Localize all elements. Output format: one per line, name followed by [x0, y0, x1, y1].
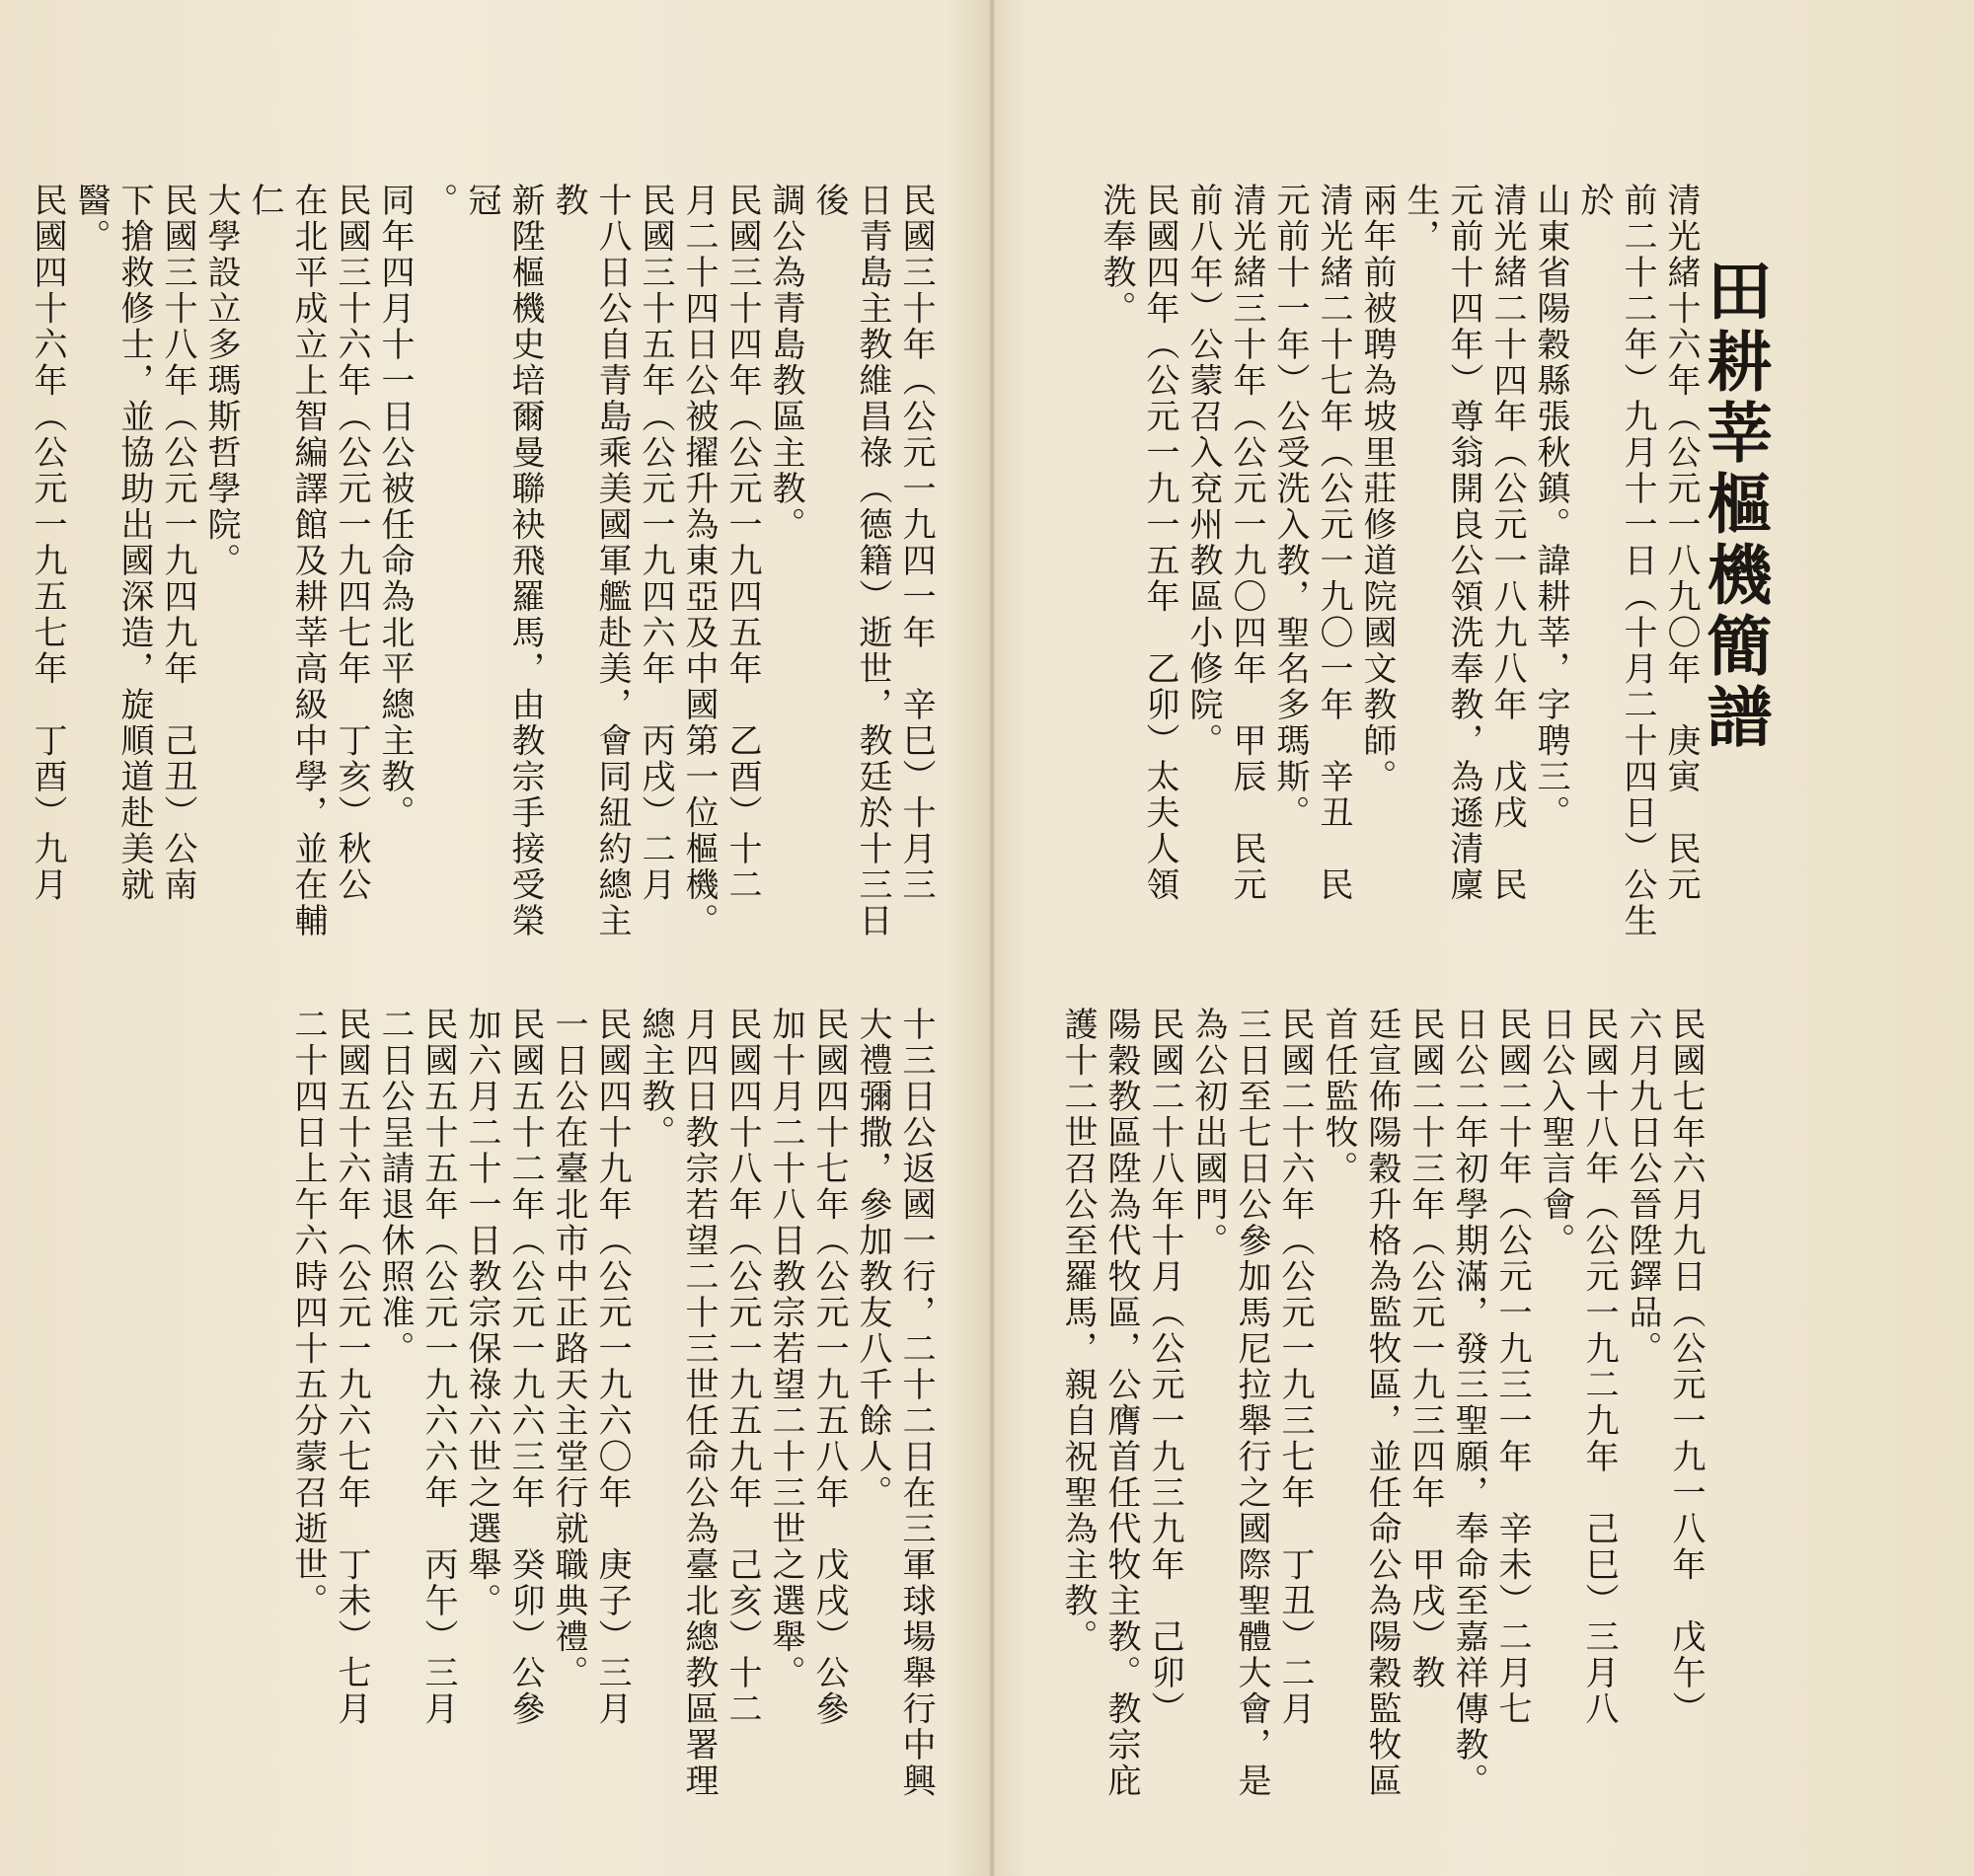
text-column: 日公二年初學期滿，發三聖願，奉命至嘉祥傳教。: [1449, 1007, 1488, 1799]
text-column: 兩年前被聘為坡里莊修道院國文教師。: [1357, 183, 1397, 795]
text-column: 加十月二十八日教宗若望二十三世之選舉。: [766, 1007, 805, 1691]
text-column: 民國三十六年（公元一九四七年 丁亥）秋公: [332, 183, 371, 903]
text-column: 日公入聖言會。: [1536, 1007, 1575, 1259]
text-column: 清光緒二十七年（公元一九〇一年 辛丑 民: [1314, 183, 1353, 903]
text-column: 洗奉教。: [1097, 183, 1136, 327]
text-column: 新陞樞機史培爾曼聯袂飛羅馬，由教宗手接受榮冠: [462, 183, 545, 939]
text-column: 大禮彌撒，參加教友八千餘人。: [853, 1007, 892, 1511]
text-column: 民國五十六年（公元一九六七年 丁未）七月: [332, 1007, 371, 1727]
text-column: 民國十八年（公元一九二九年 己巳）三月八: [1579, 1007, 1619, 1727]
text-column: 。: [418, 183, 458, 219]
text-column: 一日公在臺北市中正路天主堂行就職典禮。: [549, 1007, 588, 1691]
text-column: 廷宣佈陽穀升格為監牧區，並任命公為陽穀監牧區: [1362, 1007, 1402, 1799]
text-column: 陽穀教區陞為代牧區，公膺首任代牧主教。教宗庇: [1101, 1007, 1141, 1799]
text-column: 調公為青島教區主教。: [766, 183, 805, 543]
text-column: 清光緒十六年（公元一八九〇年 庚寅 民元: [1661, 183, 1701, 903]
text-column: 月四日教宗若望二十三世任命公為臺北總教區署理: [679, 1007, 719, 1799]
chronology-block-4: [128, 1007, 938, 1826]
text-column: 民國四十九年（公元一九六〇年 庚子）三月: [592, 1007, 632, 1727]
text-column: 民國五十二年（公元一九六三年 癸卯）公參: [505, 1007, 545, 1727]
text-column: 十八日公自青島乘美國軍艦赴美，會同紐約總主教: [549, 183, 632, 939]
text-column: 民國二十年（公元一九三一年 辛未）二月七: [1492, 1007, 1532, 1727]
text-column: 元前十四年）尊翁開良公領洗奉教，為遜清廩生，: [1401, 183, 1483, 903]
text-column: 加六月二十一日教宗保祿六世之選舉。: [462, 1007, 501, 1619]
text-column: 民國七年六月九日（公元一九一八年 戊午）: [1666, 1007, 1706, 1727]
text-column: 民國二十三年（公元一九三四年 甲戌）教: [1405, 1007, 1445, 1691]
text-column: 二日公呈請退休照准。: [375, 1007, 415, 1367]
text-column: 下搶救修士，並協助出國深造，旋順道赴美就醫。: [71, 183, 154, 903]
text-column: 日青島主教維昌祿（德籍）逝世，教廷於十三日後: [809, 183, 892, 939]
text-column: 前八年）公蒙召入兗州教區小修院。: [1183, 183, 1223, 759]
text-column: 同年四月十一日公被任命為北平總主教。: [375, 183, 415, 831]
chronology-block-3: [977, 1007, 1708, 1826]
text-column: 月二十四日公被擢升為東亞及中國第一位樞機。: [679, 183, 719, 939]
text-column: 首任監牧。: [1319, 1007, 1358, 1187]
text-column: 民國四年（公元一九一五年 乙卯）太夫人領: [1140, 183, 1179, 903]
text-column: 前二十二年）九月十一日（十月二十四日）公生於: [1574, 183, 1657, 939]
text-column: 二十四日上午六時四十五分蒙召逝世。: [288, 1007, 328, 1619]
text-column: 民國三十五年（公元一九四六年 丙戌）二月: [636, 183, 675, 903]
text-column: 山東省陽穀縣張秋鎮。諱耕莘，字聘三。: [1531, 183, 1570, 831]
chronology-block-1: [982, 183, 1703, 942]
text-column: 清光緒三十年（公元一九〇四年 甲辰 民元: [1227, 183, 1266, 903]
text-column: 元前十一年）公受洗入教，聖名多瑪斯。: [1270, 183, 1310, 831]
text-column: 三日至七日公參加馬尼拉舉行之國際聖體大會，是: [1232, 1007, 1271, 1799]
text-column: 民國四十七年（公元一九五八年 戊戌）公參: [809, 1007, 849, 1727]
text-column: 護十二世召公至羅馬，親自祝聖為主教。: [1058, 1007, 1098, 1655]
text-column: 民國二十六年（公元一九三七年 丁丑）二月: [1275, 1007, 1315, 1727]
text-column: 六月九日公晉陞鐸品。: [1623, 1007, 1662, 1367]
chronology-block-2: [28, 183, 938, 942]
text-column: 清光緒二十四年（公元一八九八年 戊戌 民: [1487, 183, 1527, 903]
text-column: 在北平成立上智編譯館及耕莘高級中學，並在輔仁: [245, 183, 328, 939]
document-title: 田耕莘樞機簡譜: [1696, 257, 1773, 754]
text-column: 民國四十八年（公元一九五九年 己亥）十二: [722, 1007, 762, 1727]
text-column: 十三日公返國一行，二十二日在三軍球場舉行中興: [896, 1007, 936, 1799]
text-column: 民國三十四年（公元一九四五年 乙酉）十二: [722, 183, 762, 903]
text-column: 民國五十五年（公元一九六六年 丙午）三月: [418, 1007, 458, 1727]
text-column: 為公初出國門。: [1188, 1007, 1228, 1259]
text-column: 民國三十年（公元一九四一年 辛巳）十月三: [896, 183, 936, 903]
text-column: 民國二十八年十月（公元一九三九年 己卯）: [1145, 1007, 1184, 1727]
text-column: 民國三十八年（公元一九四九年 己丑）公南: [158, 183, 197, 903]
text-column: 大學設立多瑪斯哲學院。: [201, 183, 241, 579]
text-column: 總主教。: [636, 1007, 675, 1151]
text-column: 民國四十六年（公元一九五七年 丁酉）九月: [28, 183, 67, 903]
